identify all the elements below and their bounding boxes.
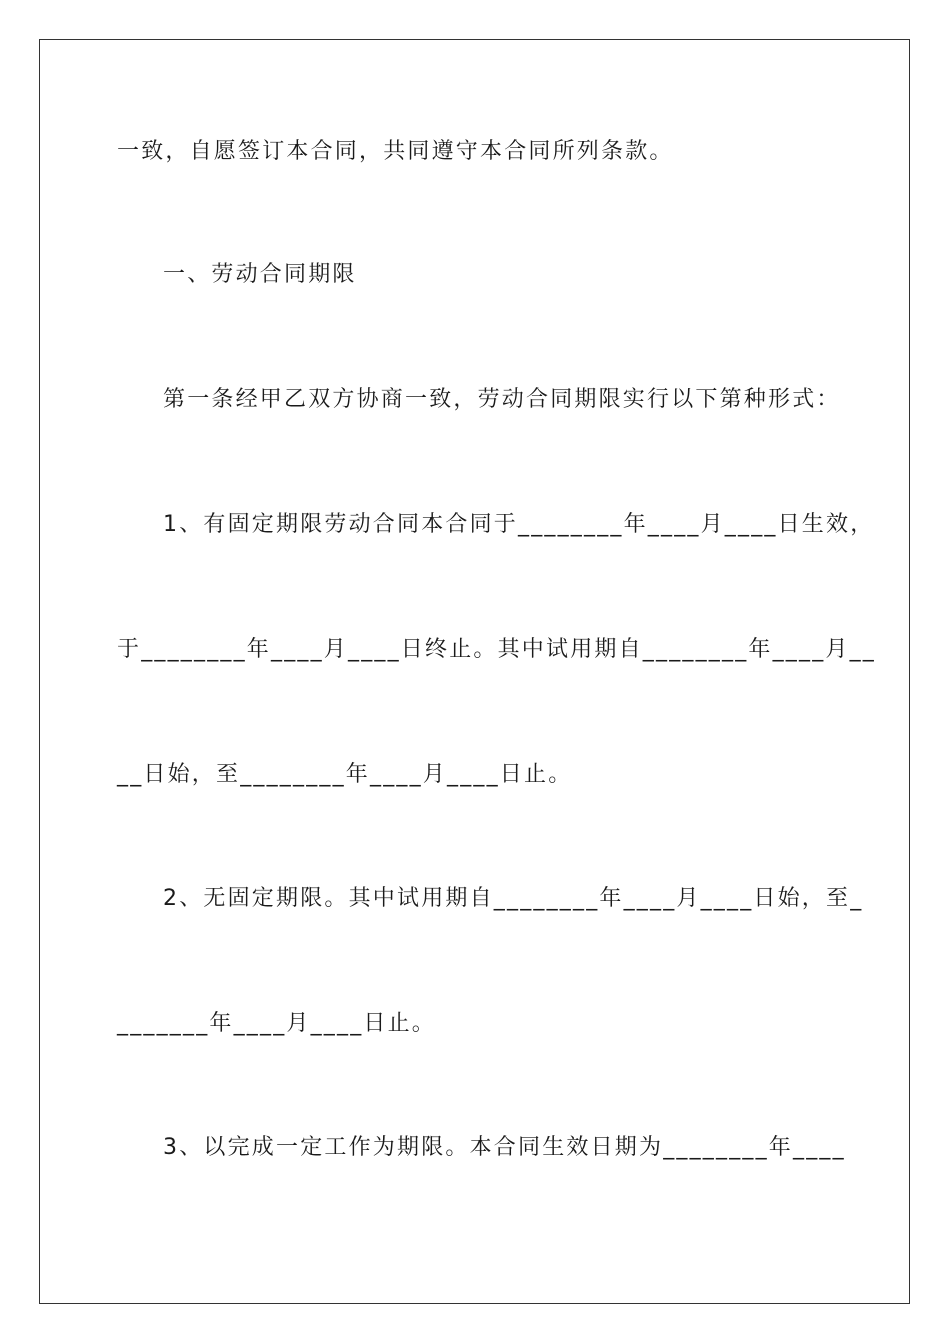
clause-2-line-1: 2、无固定期限。其中试用期自________年____月____日始，至_ [163,886,864,911]
article-one-text: 第一条经甲乙双方协商一致，劳动合同期限实行以下第种形式： [163,387,841,412]
clause-3-line-1: 3、以完成一定工作为期限。本合同生效日期为________年____ [163,1135,846,1160]
page-border [39,39,910,1304]
section-heading-contract-term: 一、劳动合同期限 [163,262,357,287]
clause-1-line-2: 于________年____月____日终止。其中试用期自________年____月__ [117,637,877,662]
clause-1-line-1: 1、有固定期限劳动合同本合同于________年____月____日生效， [163,512,875,537]
body-text-line-1: 一致，自愿签订本合同，共同遵守本合同所列条款。 [117,139,674,164]
clause-2-line-2: _______年____月____日止。 [117,1011,437,1036]
clause-1-line-3: __日始，至________年____月____日止。 [117,762,573,787]
